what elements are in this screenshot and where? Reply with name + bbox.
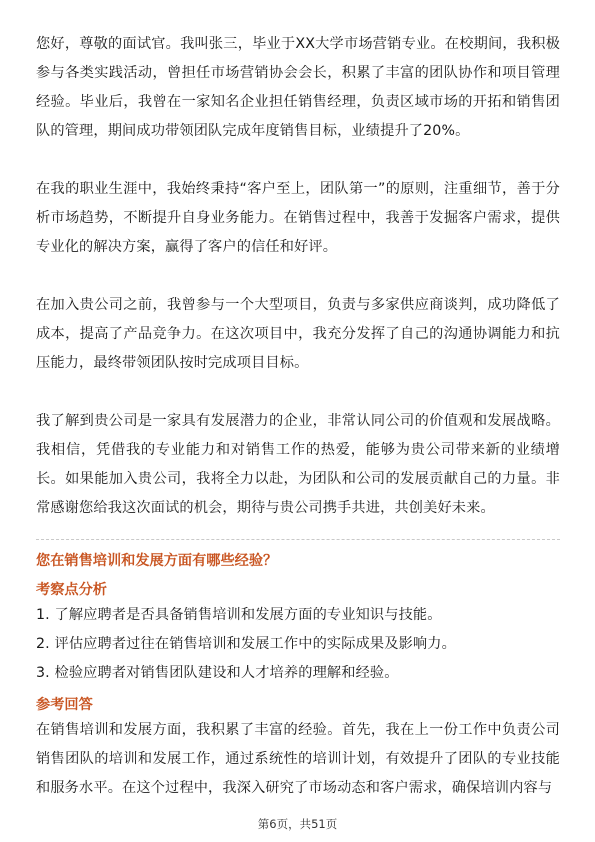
page-number-footer: 第6页，共51页 xyxy=(257,817,338,831)
section-divider xyxy=(36,539,560,540)
list-item: 2. 评估应聘者过往在销售培训和发展工作中的实际成果及影响力。 xyxy=(36,636,456,652)
list-item: 3. 检验应聘者对销售团队建设和人才培养的理解和经验。 xyxy=(36,665,399,681)
intro-paragraph-1: 您好，尊敬的面试官。我叫张三，毕业于XX大学市场营销专业。在校期间，我积极参与各类实践活动，曾担任市场营销协会会长，积累了丰富的团队协作和项目管理经验。毕业后，我曾在一家知名企业担任销售经理，负责区域市场的开拓和销售团队的管理，期间成功带领团队完成年度销售目标，业绩提升了20%。 xyxy=(36,36,560,139)
analysis-list xyxy=(36,601,560,688)
document-body xyxy=(36,30,560,803)
intro-paragraph-2: 在我的职业生涯中，我始终秉持“客户至上，团队第一”的原则，注重细节，善于分析市场趋势，不断提升自身业务能力。在销售过程中，我善于发掘客户需求，提供专业化的解决方案，赢得了客户的信任和好评。 xyxy=(36,181,560,255)
intro-paragraph-4: 我了解到贵公司是一家具有发展潜力的企业，非常认同公司的价值观和发展战略。我相信，凭借我的专业能力和对销售工作的热爱，能够为贵公司带来新的业绩增长。如果能加入贵公司，我将全力以赴，为团队和公司的发展贡献自己的力量。非常感谢您给我这次面试的机会，期待与贵公司携手共进，共创美好未来。 xyxy=(36,413,560,516)
question-heading: 您在销售培训和发展方面有哪些经验？ xyxy=(36,553,278,569)
list-item: 1. 了解应聘者是否具备销售培训和发展方面的专业知识与技能。 xyxy=(36,607,442,623)
reference-answer-text: 在销售培训和发展方面，我积累了丰富的经验。首先，我在上一份工作中负责公司销售团队的培训和发展工作，通过系统性的培训计划，有效提升了团队的专业技能和服务水平。在这个过程中，我深入研究了市场动态和客户需求，确保培训内容与 xyxy=(36,722,560,796)
analysis-title: 考察点分析 xyxy=(36,582,107,598)
reference-answer-title: 参考回答 xyxy=(36,697,93,713)
intro-paragraph-3: 在加入贵公司之前，我曾参与一个大型项目，负责与多家供应商谈判，成功降低了成本，提高了产品竞争力。在这次项目中，我充分发挥了自己的沟通协调能力和抗压能力，最终带领团队按时完成项目目标。 xyxy=(36,297,560,371)
